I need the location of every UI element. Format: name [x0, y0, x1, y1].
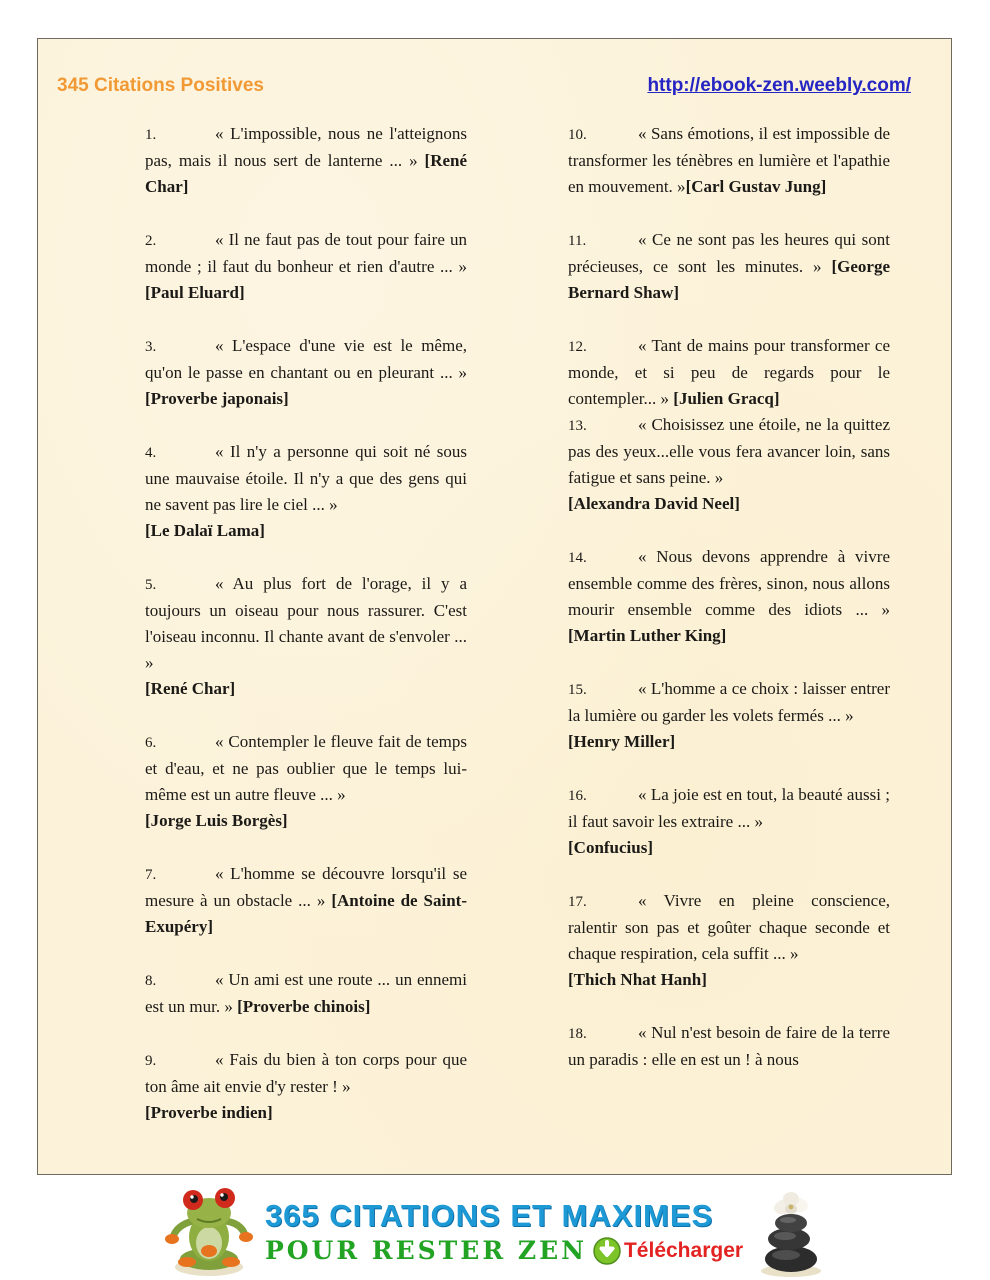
quote-number: 12. [568, 339, 587, 355]
page-title: 345 Citations Positives [57, 75, 264, 96]
quote-author: [Alexandra David Neel] [568, 494, 740, 513]
page-sheet [37, 38, 952, 1175]
quote-number: 13. [568, 418, 587, 434]
quote-item [568, 676, 890, 755]
quote-number: 8. [145, 973, 157, 989]
quotes-column-right [568, 121, 890, 1153]
quote-text: « Sans émotions, il est impossible de transformer les ténèbres en lumière et l'apathie en mouvement. » [568, 124, 890, 196]
quote-number: 17. [568, 894, 587, 910]
quote-text: « Contempler le fleuve fait de temps et d'eau, et ne pas oublier que le temps lui-même est un autre fleuve ... » [145, 732, 467, 804]
quote-item [145, 1047, 467, 1126]
quote-item [568, 412, 890, 517]
quote-number: 10. [568, 127, 587, 143]
quote-text: « Tant de mains pour transformer ce monde, et si peu de regards pour le contempler... » [568, 336, 890, 408]
quote-author: [Le Dalaï Lama] [145, 521, 265, 540]
quote-text: « Vivre en pleine conscience, ralentir son pas et goûter chaque seconde et chaque respiration, cela suffit ... » [568, 891, 890, 963]
quote-author: [René Char] [145, 679, 236, 698]
quotes-columns [145, 121, 951, 1153]
quote-number: 6. [145, 735, 157, 751]
quote-item [568, 227, 890, 306]
quote-text: « Choisissez une étoile, ne la quittez pas des yeux...elle vous fera avancer loin, sans fatigue et sans peine. » [568, 415, 890, 487]
quote-text: « L'espace d'une vie est le même, qu'on le passe en chantant ou en pleurant ... » [145, 336, 467, 382]
download-label[interactable]: Télécharger [623, 1238, 744, 1262]
quote-author: [Proverbe chinois] [237, 997, 371, 1016]
footer-banner [0, 1183, 990, 1280]
quote-number: 9. [145, 1053, 157, 1069]
quote-number: 16. [568, 788, 587, 804]
quote-text: « L'homme a ce choix : laisser entrer la lumière ou garder les volets fermés ... » [568, 679, 890, 725]
quote-item [568, 888, 890, 993]
quote-number: 2. [145, 233, 157, 249]
quote-text: « Il n'y a personne qui soit né sous une mauvaise étoile. Il n'y a que des gens qui ne savent pas lire le ciel ... » [145, 442, 467, 514]
quote-item [145, 967, 467, 1020]
quote-text: « Au plus fort de l'orage, il y a toujours un oiseau pour nous rassurer. C'est l'oiseau inconnu. Il chante avant de s'envoler ... » [145, 574, 467, 672]
quote-text: « L'homme se découvre lorsqu'il se mesure à un obstacle ... » [145, 864, 467, 910]
quote-item [145, 729, 467, 834]
quote-number: 5. [145, 577, 157, 593]
quote-number: 4. [145, 445, 157, 461]
quote-item [568, 1020, 890, 1073]
page-header [38, 39, 951, 97]
quote-number: 18. [568, 1026, 587, 1042]
quote-author: [Proverbe indien] [145, 1103, 273, 1122]
footer-subtitle-row [265, 1236, 743, 1266]
quote-text: « Un ami est une route ... un ennemi est un mur. » [145, 970, 467, 1016]
quote-text: « L'impossible, nous ne l'atteignons pas, mais il nous sert de lanterne ... » [145, 124, 467, 170]
download-button[interactable] [593, 1237, 743, 1265]
quote-number: 1. [145, 127, 157, 143]
quote-item [568, 782, 890, 861]
quote-author: [Confucius] [568, 838, 654, 857]
quote-item [145, 571, 467, 702]
quote-author: [Henry Miller] [568, 732, 676, 751]
quote-number: 15. [568, 682, 587, 698]
quote-author: [Paul Eluard] [145, 283, 245, 302]
quote-author: [Carl Gustav Jung] [685, 177, 827, 196]
quote-item [568, 544, 890, 649]
quotes-column-left [145, 121, 467, 1153]
quote-author: [René Char] [145, 151, 468, 196]
quote-text: « Ce ne sont pas les heures qui sont précieuses, ce sont les minutes. » [568, 230, 890, 276]
quote-text: « Il ne faut pas de tout pour faire un monde ; il faut du bonheur et rien d'autre ... » [145, 230, 467, 276]
quote-author: [Thich Nhat Hanh] [568, 970, 707, 989]
quote-number: 14. [568, 550, 587, 566]
footer-subtitle: POUR RESTER ZEN [264, 1235, 587, 1265]
quote-author: [Antoine de Saint-Exupéry] [145, 891, 468, 936]
quote-item [145, 227, 467, 306]
quote-number: 7. [145, 867, 157, 883]
quote-author: [Martin Luther King] [568, 626, 727, 645]
quote-item [568, 121, 890, 200]
quote-item [568, 333, 890, 412]
website-link[interactable]: http://ebook-zen.weebly.com/ [647, 75, 911, 96]
quote-text: « Fais du bien à ton corps pour que ton âme ait envie d'y rester ! » [145, 1050, 467, 1096]
quote-number: 11. [568, 233, 587, 249]
zen-frog-icon [163, 1185, 255, 1279]
quote-author: [Proverbe japonais] [145, 389, 289, 408]
quote-text: « Nul n'est besoin de faire de la terre un paradis : elle en est un ! à nous [568, 1023, 890, 1069]
quote-text: « Nous devons apprendre à vivre ensemble comme des frères, sinon, nous allons mourir ensemble comme des idiots ... » [568, 547, 890, 619]
footer-text-block [265, 1198, 743, 1266]
quote-item [145, 439, 467, 544]
zen-stones-icon [753, 1185, 827, 1279]
quote-number: 3. [145, 339, 157, 355]
quote-item [145, 861, 467, 940]
footer-title: 365 CITATIONS ET MAXIMES [264, 1197, 714, 1233]
quote-author: [Julien Gracq] [673, 389, 780, 408]
quote-author: [Jorge Luis Borgès] [145, 811, 288, 830]
quote-item [145, 121, 467, 200]
quote-author: [George Bernard Shaw] [568, 257, 890, 302]
download-arrow-icon[interactable] [593, 1237, 621, 1265]
quote-text: « La joie est en tout, la beauté aussi ; il faut savoir les extraire ... » [568, 785, 890, 831]
quote-item [145, 333, 467, 412]
